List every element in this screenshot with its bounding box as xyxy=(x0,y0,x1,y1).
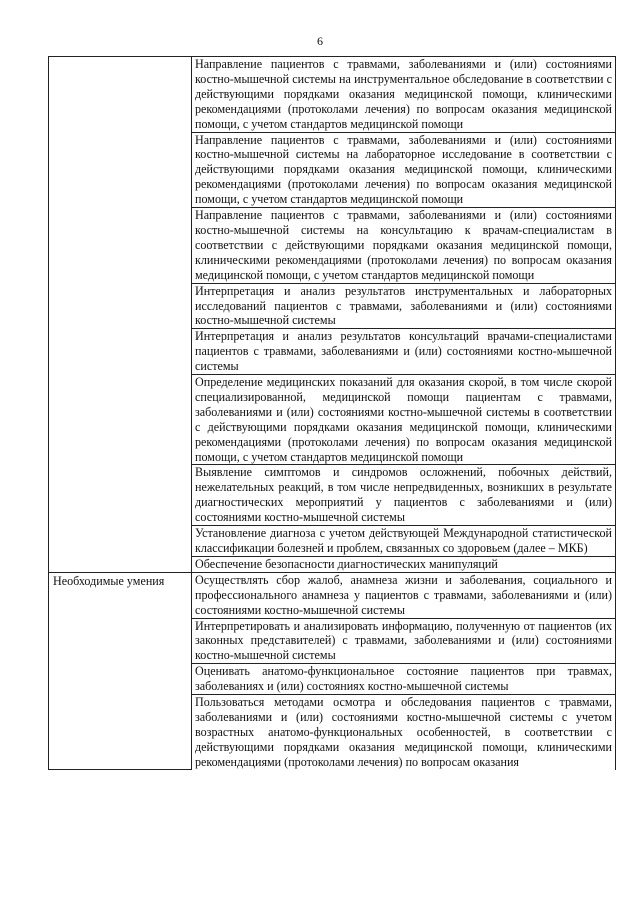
labor-action-item: Интерпретация и анализ результатов консультаций врачами-специалистами пациентов с травмами, заболеваниями и (или) состояниями костно-мышечной системы xyxy=(192,329,616,375)
requirements-table xyxy=(48,56,616,770)
labor-action-item: Установление диагноза с учетом действующей Международной статистической классификации болезней и проблем, связанных со здоровьем (далее – МКБ) xyxy=(192,526,616,557)
table-row xyxy=(49,57,616,133)
labor-action-item: Направление пациентов с травмами, заболеваниями и (или) состояниями костно-мышечной системы на инструментальное обследование в соответствии с действующими порядками оказания медицинской помощи, клиническими рекомендациями (протоколами лечения) по вопросам оказания медицинской помощи, с учетом стандартов медицинской помощи xyxy=(192,57,616,133)
skill-item: Осуществлять сбор жалоб, анамнеза жизни и заболевания, социального и профессионального анамнеза у пациентов с травмами, заболеваниями и (или) состояниями костно-мышечной системы xyxy=(192,572,616,618)
page-number: 6 xyxy=(317,34,323,48)
labor-action-item: Направление пациентов с травмами, заболеваниями и (или) состояниями костно-мышечной системы на консультацию к врачам-специалистам в соответствии с действующими порядками оказания медицинской помощи, клиническими рекомендациями (протоколами лечения) по вопросам оказания медицинской помощи, с учетом стандартов медицинской помощи xyxy=(192,208,616,284)
table-row xyxy=(49,572,616,618)
section-label-empty xyxy=(49,57,192,573)
labor-action-item: Обеспечение безопасности диагностических манипуляций xyxy=(192,556,616,572)
skill-item: Оценивать анатомо-функциональное состояние пациентов при травмах, заболеваниях и (или) состояниях костно-мышечной системы xyxy=(192,664,616,695)
labor-action-item: Направление пациентов с травмами, заболеваниями и (или) состояниями костно-мышечной системы на лабораторное исследование в соответствии с действующими порядками оказания медицинской помощи, клиническими рекомендациями (протоколами лечения) по вопросам оказания медицинской помощи, с учетом стандартов медицинской помощи xyxy=(192,132,616,208)
section-label-skills: Необходимые умения xyxy=(49,572,192,769)
skill-item: Интерпретировать и анализировать информацию, полученную от пациентов (их законных представителей) с травмами, заболеваниями и (или) состояниями костно-мышечной системы xyxy=(192,618,616,664)
labor-action-item: Интерпретация и анализ результатов инструментальных и лабораторных исследований пациентов с травмами, заболеваниями и (или) состояниями костно-мышечной системы xyxy=(192,283,616,329)
labor-action-item: Выявление симптомов и синдромов осложнений, побочных действий, нежелательных реакций, в том числе непредвиденных, возникших в результате диагностических мероприятий у пациентов с заболеваниями и (или) состояниями костно-мышечной системы xyxy=(192,465,616,526)
skill-item: Пользоваться методами осмотра и обследования пациентов с травмами, заболеваниями и (или) состояниями костно-мышечной системы с учетом возрастных анатомо-функциональных особенностей, в соответствии с действующими порядками оказания медицинской помощи, клиническими рекомендациями (протоколами лечения) по вопросам оказания xyxy=(192,695,616,770)
labor-action-item: Определение медицинских показаний для оказания скорой, в том числе скорой специализированной, медицинской помощи пациентам с травмами, заболеваниями и (или) состояниями костно-мышечной системы в соответствии с действующими порядками оказания медицинской помощи, клиническими рекомендациями (протоколами лечения) по вопросам оказания медицинской помощи, с учетом стандартов медицинской помощи xyxy=(192,375,616,465)
